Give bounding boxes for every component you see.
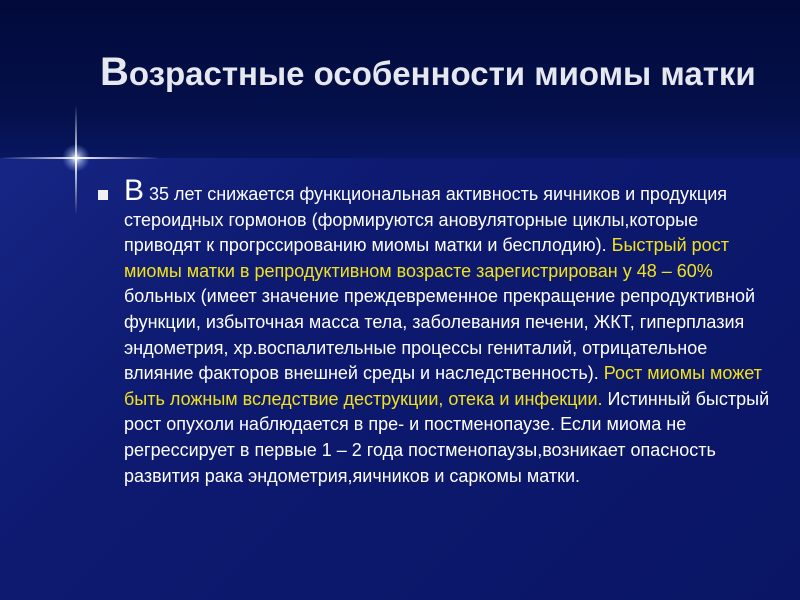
bullet-first-letter: В [124,174,145,207]
body-highlight-2: Рост миомы может быть ложным вследствие деструкции, отека и инфекции. [124,363,762,409]
title-rest: озрастные особенности миомы матки [128,55,756,92]
body-segment-1: 35 лет снижается функциональная активность яичников и продукция стероидных гормонов (формируются ановуляторные циклы,которые приводят к прогрссированию миомы матки и бесплодию). [124,184,728,256]
slide-title [100,48,760,98]
body-segment-2: больных (имеет значение преждевременное прекращение репродуктивной функции, избыточная масса тела, заболевания печени, ЖКТ, гиперплазия эндометрия, хр.воспалительные процессы гениталий, отрицательное влияние факторов внешней среды и наследственность). [124,286,756,384]
body-segment-3: Истинный быстрый рост опухоли наблюдается в пре- и постменопаузе. Если миома не регрессирует в первые 1 – 2 года постменопаузы,возникает опасность развития рака эндометрия,яичников и саркомы матки. [124,388,770,486]
title-first-letter: В [100,50,129,94]
bullet-paragraph [124,174,774,489]
square-bullet-icon [98,190,108,200]
body-highlight-1: Быстрый рост миомы матки в репродуктивном возрасте зарегистрирован у 48 – 60% [124,235,729,281]
